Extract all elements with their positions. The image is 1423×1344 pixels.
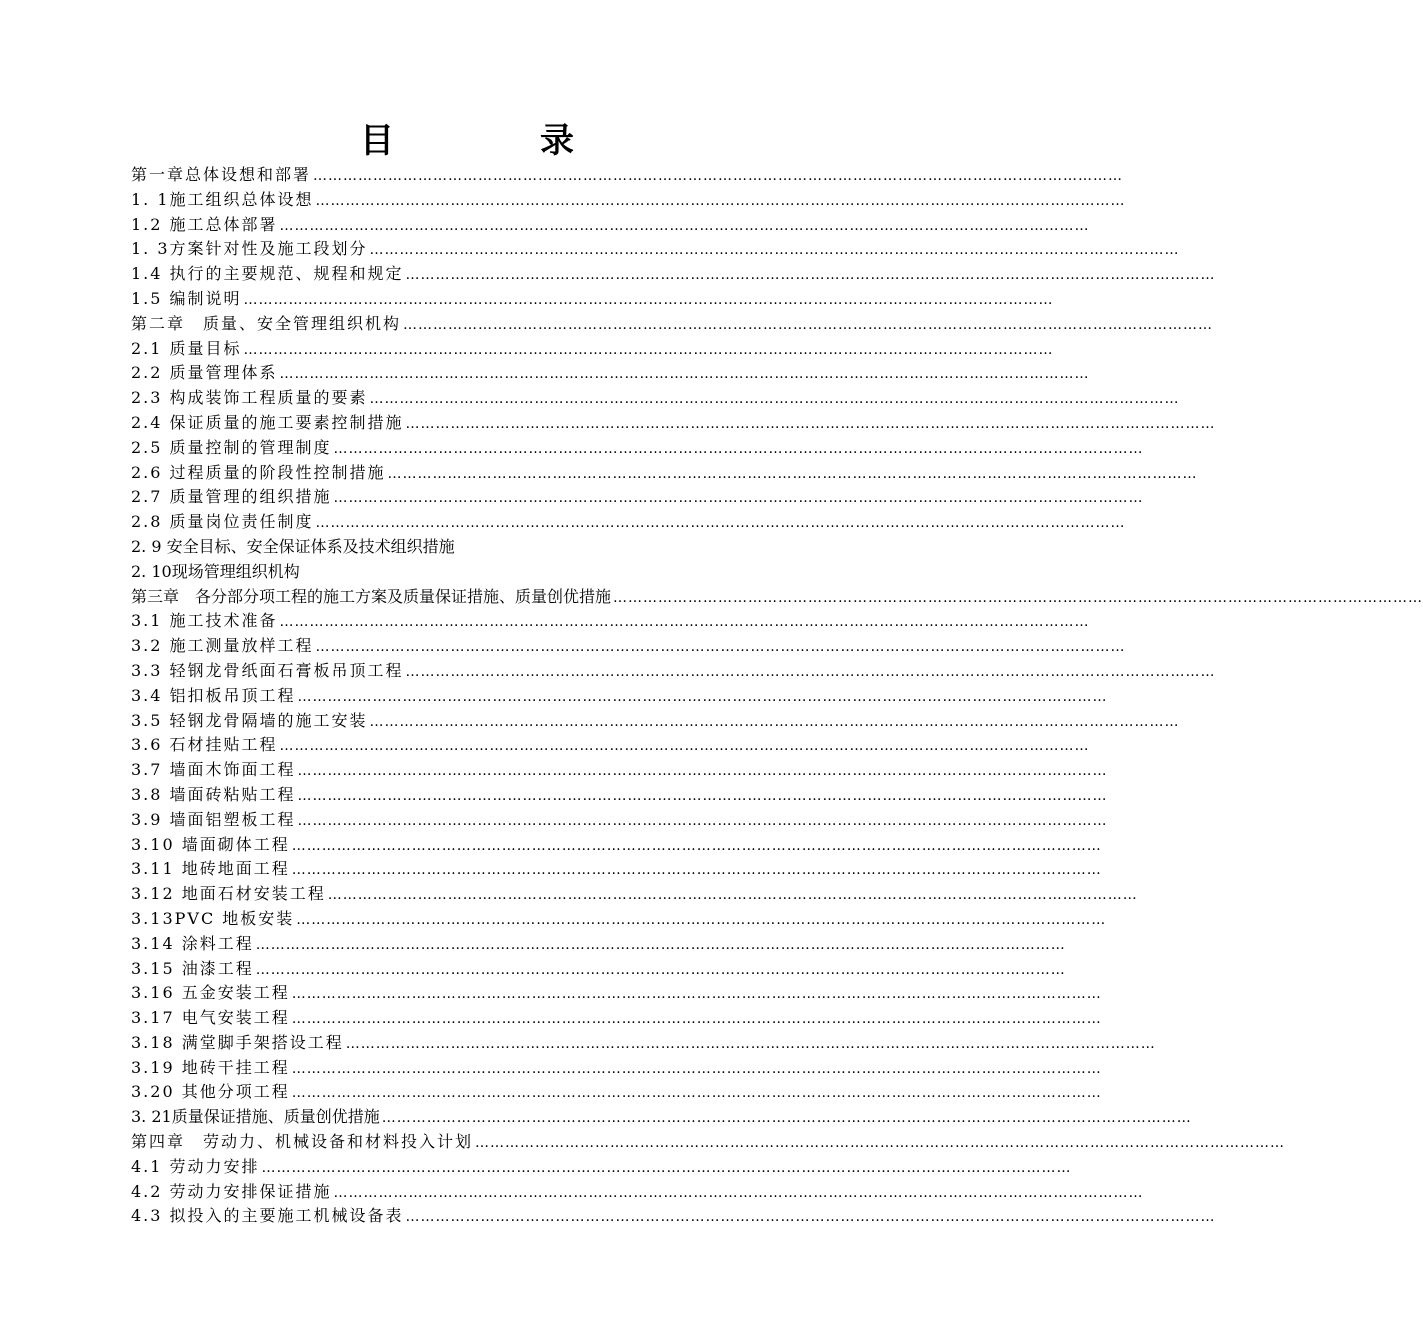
toc-entry-text: 1.4 执行的主要规范、规程和规定 bbox=[131, 264, 404, 284]
toc-dot-leader: ……………………………………………………………………………………………………………………………………………… bbox=[387, 465, 1198, 482]
toc-dot-leader: ……………………………………………………………………………………………………………………………………………… bbox=[313, 168, 1124, 184]
toc-dot-leader: ……………………………………………………………………………………………………………………………………………… bbox=[279, 738, 1090, 755]
toc-dot-leader: ……………………………………………………………………………………………………………………………………………… bbox=[297, 787, 1108, 804]
toc-dot-leader: ……………………………………………………………………………………………………………………………………………… bbox=[315, 639, 1126, 656]
toc-dot-leader: ……………………………………………………………………………………………………………………………………………… bbox=[405, 663, 1216, 680]
toc-dot-leader: ……………………………………………………………………………………………………………………………………………… bbox=[291, 986, 1102, 1003]
toc-entry-text: 3.8 墙面砖粘贴工程 bbox=[131, 784, 296, 804]
toc-entry bbox=[131, 535, 850, 560]
toc-entry-text: 3.20 其他分项工程 bbox=[131, 1082, 290, 1102]
toc-entry bbox=[131, 1204, 1216, 1229]
toc-entry-text: 3.17 电气安装工程 bbox=[131, 1008, 290, 1028]
toc-entry-text: 2.5 质量控制的管理制度 bbox=[131, 437, 332, 457]
toc-entry bbox=[131, 709, 1180, 734]
toc-entry bbox=[131, 833, 1102, 858]
toc-entry bbox=[131, 461, 1198, 486]
toc-entry-text: 3.7 墙面木饰面工程 bbox=[131, 760, 296, 780]
toc-dot-leader: ……………………………………………………………………………………………………………………………………………… bbox=[613, 589, 1423, 606]
toc-entry-text: 4.3 拟投入的主要施工机械设备表 bbox=[131, 1206, 404, 1226]
toc-dot-leader: ……………………………………………………………………………………………………………………………………………… bbox=[291, 1085, 1102, 1102]
toc-entry bbox=[131, 386, 1180, 411]
toc-entry bbox=[131, 1130, 1286, 1155]
toc-entry-text: 1.5 编制说明 bbox=[131, 288, 242, 308]
toc-dot-leader: ……………………………………………………………………………………………………………………………………………… bbox=[297, 812, 1108, 829]
toc-entry-text: 3.5 轻钢龙骨隔墙的施工安装 bbox=[131, 710, 368, 730]
toc-dot-leader: ……………………………………………………………………………………………………………………………………………… bbox=[333, 490, 1144, 507]
toc-dot-leader: ……………………………………………………………………………………………………………………………………………… bbox=[315, 515, 1126, 532]
toc-dot-leader: ……………………………………………………………………………………………………………………………………………… bbox=[403, 316, 1214, 333]
toc-dot-leader: ……………………………………………………………………………………………………………………………………………… bbox=[297, 688, 1108, 705]
toc-entry bbox=[131, 634, 1126, 659]
toc-dot-leader: ……………………………………………………………………………………………………………………………………………… bbox=[333, 1184, 1144, 1201]
toc-dot-leader: ……………………………………………………………………………………………………………………………………………… bbox=[405, 415, 1216, 432]
toc-entry-text: 2.6 过程质量的阶段性控制措施 bbox=[131, 462, 386, 482]
toc-entry-text: 3.12 地面石材安装工程 bbox=[131, 884, 326, 904]
toc-dot-leader: ……………………………………………………………………………………………………………………………………………… bbox=[291, 1011, 1102, 1028]
toc-entry-text: 3.11 地砖地面工程 bbox=[131, 859, 290, 879]
toc-entry-text: 2.2 质量管理体系 bbox=[131, 363, 278, 383]
toc-entry-text: 2. 9 安全目标、安全保证体系及技术组织措施 bbox=[131, 536, 455, 556]
toc-entry bbox=[131, 1180, 1144, 1205]
toc-entry-text: 3.1 施工技术准备 bbox=[131, 611, 278, 631]
toc-entry-text: 第三章 各分部分项工程的施工方案及质量保证措施、质量创优措施 bbox=[131, 586, 612, 606]
toc-dot-leader: ……………………………………………………………………………………………………………………………………………… bbox=[291, 1060, 1102, 1077]
toc-entry-text: 3.19 地砖干挂工程 bbox=[131, 1057, 290, 1077]
toc-dot-leader: ……………………………………………………………………………………………………………………………………………… bbox=[261, 1159, 1072, 1176]
toc-entry bbox=[131, 163, 1124, 188]
toc-entry-text: 2.8 质量岗位责任制度 bbox=[131, 512, 314, 532]
toc-entry-text: 3.4 铝扣板吊顶工程 bbox=[131, 685, 296, 705]
toc-entry bbox=[131, 485, 1144, 510]
page-title: 目 录 bbox=[360, 121, 630, 161]
toc-entry bbox=[131, 684, 1108, 709]
toc-entry-text: 第一章总体设想和部署 bbox=[131, 165, 312, 184]
toc-entry-text: 2.3 构成装饰工程质量的要素 bbox=[131, 388, 368, 408]
toc-dot-leader: ……………………………………………………………………………………………………………………………………………… bbox=[291, 862, 1102, 879]
toc-dot-leader: ……………………………………………………………………………………………………………………………………………… bbox=[291, 837, 1102, 854]
toc-entry bbox=[131, 1155, 1072, 1180]
table-of-contents bbox=[131, 163, 1423, 1229]
toc-entry bbox=[131, 659, 1216, 684]
toc-entry bbox=[131, 783, 1108, 808]
toc-dot-leader: ……………………………………………………………………………………………………………………………………………… bbox=[369, 713, 1180, 730]
toc-entry-text: 1. 1施工组织总体设想 bbox=[131, 189, 314, 209]
toc-entry bbox=[131, 808, 1108, 833]
toc-entry-text: 3.16 五金安装工程 bbox=[131, 983, 290, 1003]
toc-dot-leader: ……………………………………………………………………………………………………………………………………………… bbox=[296, 911, 1107, 928]
toc-entry bbox=[131, 981, 1102, 1006]
toc-entry bbox=[131, 560, 850, 585]
toc-dot-leader: ……………………………………………………………………………………………………………………………………………… bbox=[405, 267, 1216, 284]
toc-dot-leader: ……………………………………………………………………………………………………………………………………………… bbox=[345, 1035, 1156, 1052]
toc-entry-text: 第四章 劳动力、机械设备和材料投入计划 bbox=[131, 1132, 474, 1152]
toc-entry bbox=[131, 1056, 1102, 1081]
toc-entry bbox=[131, 609, 1090, 634]
toc-dot-leader: ……………………………………………………………………………………………………………………………………………… bbox=[255, 936, 1066, 953]
toc-entry bbox=[131, 585, 1423, 610]
toc-entry-text: 2.7 质量管理的组织措施 bbox=[131, 487, 332, 507]
toc-dot-leader: ……………………………………………………………………………………………………………………………………………… bbox=[243, 291, 1054, 308]
toc-dot-leader: ……………………………………………………………………………………………………………………………………………… bbox=[279, 614, 1090, 631]
toc-dot-leader: ……………………………………………………………………………………………………………………………………………… bbox=[475, 1135, 1286, 1152]
toc-entry-text: 1.2 施工总体部署 bbox=[131, 214, 278, 234]
toc-entry bbox=[131, 361, 1090, 386]
toc-entry bbox=[131, 882, 1138, 907]
toc-dot-leader: ……………………………………………………………………………………………………………………………………………… bbox=[255, 961, 1066, 978]
toc-entry-text: 3. 21质量保证措施、质量创优措施 bbox=[131, 1107, 380, 1127]
toc-entry bbox=[131, 857, 1102, 882]
toc-entry-text: 3.14 涂料工程 bbox=[131, 933, 254, 953]
toc-entry-text: 1. 3方案针对性及施工段划分 bbox=[131, 239, 368, 259]
toc-entry-text: 3.3 轻钢龙骨纸面石膏板吊顶工程 bbox=[131, 660, 404, 680]
toc-dot-leader: ……………………………………………………………………………………………………………………………………………… bbox=[333, 440, 1144, 457]
toc-entry bbox=[131, 957, 1066, 982]
toc-dot-leader: ……………………………………………………………………………………………………………………………………………… bbox=[315, 192, 1126, 209]
toc-entry bbox=[131, 411, 1216, 436]
toc-entry-text: 3.9 墙面铝塑板工程 bbox=[131, 809, 296, 829]
toc-entry-text: 第二章 质量、安全管理组织机构 bbox=[131, 313, 402, 333]
toc-entry bbox=[131, 237, 1180, 262]
toc-entry bbox=[131, 932, 1066, 957]
toc-dot-leader: ……………………………………………………………………………………………………………………………………………… bbox=[243, 341, 1054, 358]
toc-entry bbox=[131, 213, 1090, 238]
toc-dot-leader: ……………………………………………………………………………………………………………………………………………… bbox=[369, 242, 1180, 259]
toc-entry bbox=[131, 262, 1216, 287]
toc-entry-text: 2.1 质量目标 bbox=[131, 338, 242, 358]
toc-entry-text: 3.15 油漆工程 bbox=[131, 958, 254, 978]
toc-entry bbox=[131, 1080, 1102, 1105]
toc-entry bbox=[131, 287, 1054, 312]
toc-entry-text: 3.6 石材挂贴工程 bbox=[131, 735, 278, 755]
toc-entry bbox=[131, 510, 1126, 535]
toc-entry-text: 3.18 满堂脚手架搭设工程 bbox=[131, 1032, 344, 1052]
toc-dot-leader: ……………………………………………………………………………………………………………………………………………… bbox=[405, 1209, 1216, 1226]
toc-dot-leader: ……………………………………………………………………………………………………………………………………………… bbox=[279, 217, 1090, 234]
toc-dot-leader: ……………………………………………………………………………………………………………………………………………… bbox=[327, 887, 1138, 904]
toc-entry bbox=[131, 337, 1054, 362]
toc-entry-text: 3.10 墙面砌体工程 bbox=[131, 834, 290, 854]
toc-dot-leader: ……………………………………………………………………………………………………………………………………………… bbox=[279, 366, 1090, 383]
toc-entry bbox=[131, 312, 1214, 337]
toc-dot-leader: ……………………………………………………………………………………………………………………………………………… bbox=[369, 391, 1180, 408]
toc-entry-text: 3.2 施工测量放样工程 bbox=[131, 636, 314, 656]
toc-entry bbox=[131, 907, 1107, 932]
toc-entry bbox=[131, 733, 1090, 758]
toc-entry bbox=[131, 1006, 1102, 1031]
toc-entry bbox=[131, 188, 1126, 213]
toc-dot-leader: ……………………………………………………………………………………………………………………………………………… bbox=[297, 763, 1108, 780]
toc-entry-text: 4.1 劳动力安排 bbox=[131, 1156, 260, 1176]
toc-entry bbox=[131, 1105, 1192, 1130]
toc-entry bbox=[131, 758, 1108, 783]
toc-entry-text: 2. 10现场管理组织机构 bbox=[131, 561, 300, 581]
toc-entry-text: 3.13PVC 地板安装 bbox=[131, 908, 295, 928]
toc-entry-text: 4.2 劳动力安排保证措施 bbox=[131, 1181, 332, 1201]
toc-entry-text: 2.4 保证质量的施工要素控制措施 bbox=[131, 412, 404, 432]
toc-entry bbox=[131, 436, 1144, 461]
toc-dot-leader: ……………………………………………………………………………………………………………………………………………… bbox=[381, 1110, 1192, 1127]
toc-entry bbox=[131, 1031, 1156, 1056]
